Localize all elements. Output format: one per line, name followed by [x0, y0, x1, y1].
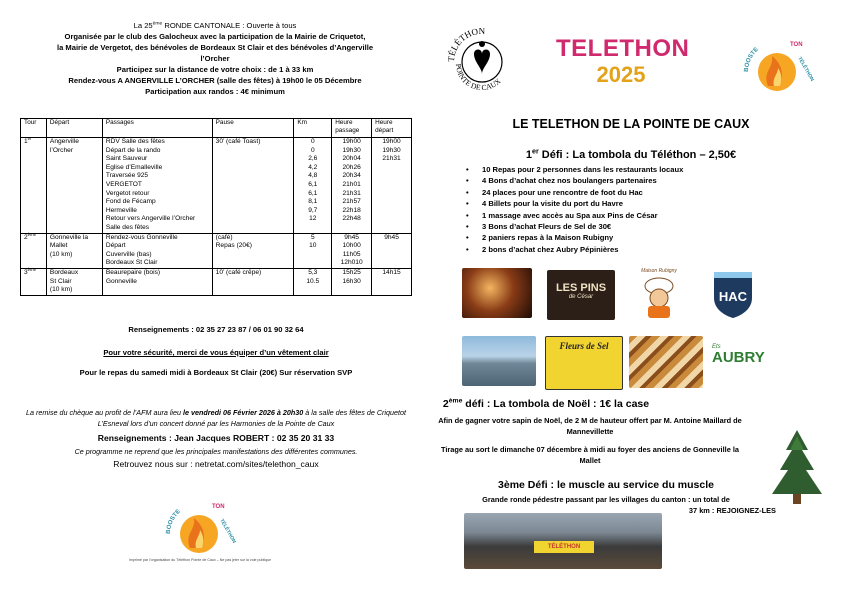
hac-logo — [710, 268, 756, 320]
header-heure-depart: Heure départ — [372, 119, 412, 138]
km-line: 2,6 — [308, 155, 318, 163]
remise-cheque-text: La remise du chèque au profit de l’AFM aura lieu le vendredi 06 Février 2026 à 20h30 à la salle des fêtes de Criquetot L’Esneval lors d’un concert donné par les Harmonies de la Pointe de Caux — [26, 408, 406, 428]
heure-passage-line: 12h010 — [340, 259, 363, 267]
schedule-row-tour-2 — [21, 233, 412, 268]
km-line: 6,1 — [308, 180, 318, 188]
contact-line: Renseignements : Jean Jacques ROBERT : 02 35 20 31 33 — [97, 433, 335, 443]
aubry-text: AUBRY — [712, 349, 765, 366]
svg-text:BOOSTE — [166, 509, 182, 534]
intro-line-7: Participation aux randos : 4€ minimum — [145, 87, 285, 96]
defi3-heading: 3ème Défi : le muscle au service du muscle — [498, 479, 714, 491]
heure-passage-line: 20h34 — [342, 172, 361, 180]
repas-notice: Pour le repas du samedi midi à Bordeaux St Clair (20€) Sur réservation SVP — [79, 368, 353, 377]
km-line: 4,8 — [308, 172, 318, 180]
depart-line: Angerville — [49, 138, 79, 145]
intro-line-6: Rendez-vous A ANGERVILLE L’ORCHER (salle des fêtes) à 19h00 le 05 Décembre — [68, 76, 362, 85]
passage-line: Hermeville — [105, 206, 137, 214]
passage-line: Vergetot retour — [105, 189, 150, 197]
heure-depart-line: 21h31 — [382, 155, 401, 163]
intro-line-1: La 25ème RONDE CANTONALE : Ouverte à tous — [133, 21, 297, 30]
cell-depart — [46, 268, 102, 295]
les-pins-sub-text: de César — [568, 294, 594, 300]
cell-heure-passage — [332, 233, 372, 268]
cell-passages — [102, 268, 212, 295]
cell-tour: 1er — [21, 138, 47, 234]
rubigny-logo — [636, 268, 682, 322]
booste-badge-logo-bottom — [160, 494, 238, 560]
cell-heure-depart — [372, 233, 412, 268]
heure-passage-line: 21h01 — [342, 180, 361, 188]
prize-item: • 24 places pour une rencontre de foot du Hac — [466, 187, 683, 198]
prize-item: • 1 massage avec accès au Spa aux Pins de César — [466, 210, 683, 221]
telethon-year: 2025 — [596, 62, 646, 87]
les-pins-text: LES PINS — [555, 282, 607, 294]
rubigny-text: Maison Rubigny — [641, 268, 677, 274]
depart-line: St Clair — [49, 277, 72, 285]
defi3-text-1: Grande ronde pédestre passant par les villages du canton : un total de — [482, 495, 730, 504]
km-line: 10.5 — [306, 277, 320, 285]
km-line: 4,2 — [308, 163, 318, 171]
aubry-logo — [712, 344, 768, 388]
imprint-text: Imprimé par l’organisation du Téléthon Pointe de Caux – Ne pas jeter sur la voie publique — [128, 558, 272, 562]
badge-ton-text: TON — [212, 504, 225, 510]
heure-depart-line: 9h45 — [384, 233, 399, 241]
heure-passage-line: 15h25 — [342, 268, 361, 276]
intro-line-2: Organisée par le club des Galocheux avec la participation de la Mairie de Criquetot, — [64, 32, 366, 41]
booste-badge-logo-top — [738, 32, 816, 98]
pause-line: 30’ (café Toast) — [215, 138, 261, 145]
passage-line: Cuverville (bas) — [105, 250, 152, 258]
intro-block — [20, 20, 410, 97]
km-line: 6,1 — [308, 189, 318, 197]
baker-icon — [636, 274, 682, 320]
les-pins-logo — [547, 270, 615, 320]
header-tour: Tour — [21, 119, 47, 138]
pause-line: 10’ (café crêpe) — [215, 268, 262, 276]
prize-item: • 10 Repas pour 2 personnes dans les restaurants locaux — [466, 164, 683, 175]
passage-line: Rendez-vous Gonneville — [105, 233, 178, 241]
badge-top-ton-text: TON — [790, 42, 803, 48]
prize-item: • 2 bons d’achat chez Aubry Pépinières — [466, 244, 683, 255]
defi2-text-1: Afin de gagner votre sapin de Noël, de 2 M de hauteur offert par M. Antoine Maillard de Mannevillette — [438, 416, 742, 436]
heure-passage-line: 22h18 — [342, 206, 361, 214]
passage-line: Saint Sauveur — [105, 155, 148, 163]
passage-line: Gonneville — [105, 277, 137, 285]
badge-telethon-text: TÉLÉTHON — [218, 518, 237, 545]
circle-pointe-text: POINTE DE CAUX — [453, 63, 503, 93]
circle-telethon-text: TÉLÉTHON — [445, 25, 486, 63]
telethon-wordmark: TELETHON — [556, 35, 690, 62]
prize-item: • 2 paniers repas à la Maison Rubigny — [466, 232, 683, 243]
intro-line-4: l’Orcher — [200, 54, 230, 63]
km-line: 9,7 — [308, 206, 318, 214]
km-line: 0 — [310, 138, 315, 145]
km-line: 5,3 — [308, 268, 318, 276]
renseignements-phone: Renseignements : 02 35 27 23 87 / 06 01 90 32 64 — [128, 325, 304, 334]
depart-line: l’Orcher — [49, 146, 74, 154]
header-heure-passage: Heure passage — [332, 119, 372, 138]
cell-heure-passage — [332, 138, 372, 234]
cell-heure-passage — [332, 268, 372, 295]
heure-passage-line: 21h57 — [342, 198, 361, 206]
cell-pause — [212, 268, 294, 295]
fleurs-de-sel-text: Fleurs de Sel — [559, 341, 609, 351]
defi2-text-2: Tirage au sort le dimanche 07 décembre à midi au foyer des anciens de Gonneville la Mallet — [440, 445, 740, 465]
km-line: 5 — [310, 233, 315, 241]
km-line: 10 — [309, 242, 317, 250]
heure-passage-line: 19h30 — [342, 146, 361, 154]
schedule-header-row — [21, 119, 412, 138]
telethon-pointe-de-caux-circle-logo — [444, 22, 520, 98]
cell-km — [294, 138, 332, 234]
heure-passage-line: 11h05 — [342, 250, 361, 258]
header-passages: Passages — [102, 119, 212, 138]
schedule-row-tour-1 — [21, 138, 412, 234]
passage-line: Traversée 925 — [105, 172, 149, 180]
pause-line: (café) — [215, 233, 233, 241]
heure-depart-line: 19h00 — [382, 138, 401, 145]
km-line: 8,1 — [308, 198, 318, 206]
schedule-table — [20, 118, 412, 296]
christmas-tree-image — [768, 428, 826, 508]
passage-line: VERGETOT — [105, 180, 142, 188]
passage-line: Salle des fêtes — [105, 223, 150, 231]
heure-passage-line: 16h30 — [342, 277, 361, 285]
passage-line: Fond de Fécamp — [105, 198, 156, 206]
passage-line: Bordeaux St Clair — [105, 259, 158, 267]
aubry-ets-text: Ets — [712, 344, 721, 350]
prize-item: • 4 Billets pour la visite du port du Havre — [466, 198, 683, 209]
cell-passages — [102, 233, 212, 268]
depart-line: Mallet — [49, 242, 68, 250]
heure-passage-line: 20h04 — [342, 155, 361, 163]
cell-km — [294, 233, 332, 268]
website-line: Retrouvez nous sur : netretat.com/sites/telethon_caux — [113, 459, 319, 469]
heure-passage-line: 10h00 — [342, 242, 361, 250]
schedule-row-tour-3 — [21, 268, 412, 295]
depart-line: (10 km) — [49, 250, 73, 258]
svg-text:POINTE DE CAUX — [454, 63, 503, 92]
header-depart: Départ — [46, 119, 102, 138]
badge-booste-text: BOOSTE — [165, 508, 182, 535]
cell-passages — [102, 138, 212, 234]
restaurant-photo — [462, 268, 532, 318]
defi1-heading: 1er Défi : La tombola du Téléthon – 2,50€ — [525, 147, 737, 161]
group-walkers-photo — [464, 513, 662, 569]
badge-top-booste-text: BOOSTE — [743, 46, 760, 73]
cell-tour: 3ème — [21, 268, 47, 295]
header-km: Km — [294, 119, 332, 138]
heure-passage-line: 20h26 — [342, 163, 361, 171]
defi3-text-2: 37 km : REJOIGNEZ-LES — [688, 506, 776, 515]
pause-line: Repas (20€) — [215, 242, 252, 250]
heure-passage-line: 22h48 — [342, 215, 361, 223]
passage-line: Beaurepaire (bois) — [105, 268, 161, 276]
intro-line-3: la Mairie de Vergetot, des bénévoles de Bordeaux St Clair et des bénévoles d’Angerville — [56, 43, 374, 52]
header-pause: Pause — [212, 119, 294, 138]
programme-note: Ce programme ne reprend que les principales manifestations des différentes communes. — [74, 447, 358, 456]
heart-figure-icon — [474, 50, 490, 75]
depart-line: (10 km) — [49, 286, 73, 294]
heure-passage-line: 19h00 — [342, 138, 361, 145]
depart-line: Gonneville la — [49, 233, 89, 241]
heure-passage-line: 21h31 — [342, 189, 361, 197]
heure-depart-line: 14h15 — [382, 268, 401, 276]
page-title: LE TELETHON DE LA POINTE DE CAUX — [512, 117, 750, 131]
depart-line: Bordeaux — [49, 268, 79, 276]
port-du-havre-photo — [462, 336, 536, 386]
securite-notice: Pour votre sécurité, merci de vous équiper d’un vêtement clair — [103, 348, 329, 357]
heure-passage-line: 9h45 — [344, 233, 359, 241]
passage-line: Eglise d’Emalleville — [105, 163, 163, 171]
passage-line: Départ — [105, 242, 126, 250]
defi2-heading: 2ème défi : La tombola de Noël : 1€ la case — [442, 397, 650, 410]
hac-text: HAC — [718, 289, 748, 304]
km-line: 0 — [310, 146, 315, 154]
fleurs-de-sel-logo — [545, 336, 623, 390]
cell-heure-depart — [372, 138, 412, 234]
cell-depart — [46, 233, 102, 268]
intro-line-5: Participez sur la distance de votre choix : de 1 à 33 km — [116, 65, 314, 74]
cell-depart — [46, 138, 102, 234]
svg-text:BOOSTE — [744, 47, 760, 72]
cell-pause — [212, 233, 294, 268]
cell-tour: 2ème — [21, 233, 47, 268]
group-banner-text: TÉLÉTHON — [534, 541, 594, 553]
prize-list — [466, 164, 683, 255]
cell-heure-depart — [372, 268, 412, 295]
prize-item: • 3 Bons d’achat Fleurs de Sel de 30€ — [466, 221, 683, 232]
cell-km — [294, 268, 332, 295]
heure-depart-line: 19h30 — [382, 146, 401, 154]
passage-line: Départ de la rando — [105, 146, 161, 154]
prize-item: • 4 Bons d’achat chez nos boulangers partenaires — [466, 175, 683, 186]
km-line: 12 — [309, 215, 317, 223]
pastries-photo — [629, 336, 703, 388]
schedule-body — [21, 135, 412, 296]
passage-line: Retour vers Angerville l’Orcher — [105, 215, 196, 223]
badge-top-telethon-text: TÉLÉTHON — [796, 56, 815, 83]
cell-pause — [212, 138, 294, 234]
passage-line: RDV Salle des fêtes — [105, 138, 165, 145]
